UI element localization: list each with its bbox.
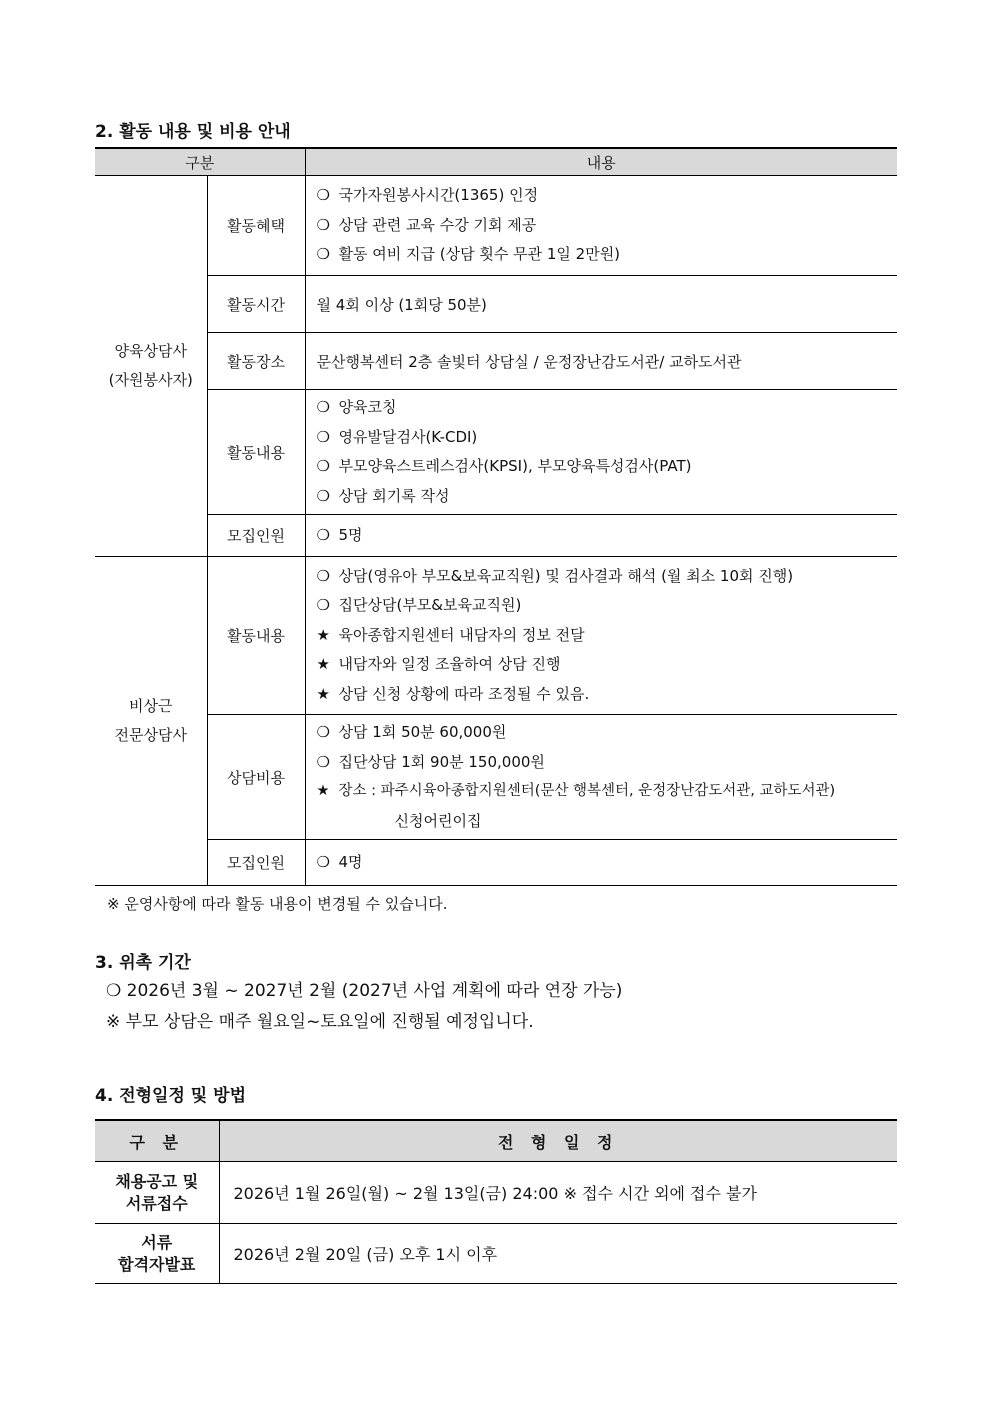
row-content bbox=[305, 515, 897, 557]
row-label: 서류 합격자발표 bbox=[95, 1224, 219, 1284]
section2-title: 2. 활동 내용 및 비용 안내 bbox=[95, 122, 291, 142]
row-value: 2026년 1월 26일(월) ~ 2월 13일(금) 24:00 ※ 접수 시간 외에 접수 불가 bbox=[219, 1162, 897, 1224]
row-content bbox=[305, 715, 897, 840]
section3-title: 3. 위촉 기간 bbox=[95, 953, 191, 973]
row-content bbox=[305, 840, 897, 886]
table-row bbox=[95, 1224, 897, 1284]
row-value: 2026년 2월 20일 (금) 오후 1시 이후 bbox=[219, 1224, 897, 1284]
row-content: 문산행복센터 2층 솔빛터 상담실 / 운정장난감도서관/ 교하도서관 bbox=[305, 333, 897, 390]
table-row bbox=[95, 840, 897, 886]
row-content: 월 4회 이상 (1회당 50분) bbox=[305, 276, 897, 333]
list-item: ❍ 양육코칭 bbox=[316, 398, 397, 416]
table-header-row bbox=[95, 1120, 897, 1162]
term-note: ※ 부모 상담은 매주 월요일~토요일에 진행될 예정입니다. bbox=[106, 1012, 534, 1032]
header-schedule: 전 형 일 정 bbox=[219, 1120, 897, 1162]
table-header-row bbox=[95, 148, 897, 176]
list-item: ❍ 부모양육스트레스검사(KPSI), 부모양육특성검사(PAT) bbox=[316, 457, 692, 475]
table-row bbox=[95, 176, 897, 276]
row-content bbox=[305, 390, 897, 515]
table-row bbox=[95, 715, 897, 840]
list-item: ❍ 집단상담(부모&보육교직원) bbox=[316, 596, 522, 615]
list-item: ❍ 상담 관련 교육 수강 기회 제공 bbox=[316, 215, 537, 234]
list-item: ★ 내담자와 일정 조율하여 상담 진행 bbox=[316, 655, 561, 674]
section4-title: 4. 전형일정 및 방법 bbox=[95, 1086, 246, 1106]
header-category: 구분 bbox=[95, 148, 305, 176]
list-item: ❍ 4명 bbox=[316, 852, 363, 871]
row-label: 채용공고 및 서류접수 bbox=[95, 1162, 219, 1224]
table-row bbox=[95, 390, 897, 515]
header-category: 구 분 bbox=[95, 1120, 219, 1162]
row-content bbox=[305, 176, 897, 276]
row-content bbox=[305, 557, 897, 715]
table-row bbox=[95, 1162, 897, 1224]
table-row bbox=[95, 515, 897, 557]
term-period: ❍ 2026년 3월 ~ 2027년 2월 (2027년 사업 계획에 따라 연장 가능) bbox=[106, 981, 623, 1001]
table-row bbox=[95, 276, 897, 333]
row-label: 모집인원 bbox=[207, 515, 305, 557]
row-label: 활동내용 bbox=[207, 390, 305, 515]
list-item: ❍ 상담(영유아 부모&보육교직원) 및 검사결과 해석 (월 최소 10회 진행) bbox=[316, 566, 794, 585]
list-item: ★ 장소 : 파주시육아종합지원센터(문산 행복센터, 운정장난감도서관, 교하도서관) bbox=[316, 783, 836, 799]
row-label: 활동내용 bbox=[207, 557, 305, 715]
list-item: ❍ 5명 bbox=[316, 525, 363, 544]
row-label: 활동시간 bbox=[207, 276, 305, 333]
row-label: 상담비용 bbox=[207, 715, 305, 840]
list-item: ❍ 상담 1회 50분 60,000원 bbox=[316, 723, 507, 741]
list-item: ❍ 상담 회기록 작성 bbox=[316, 486, 450, 505]
group1-name: 양육상담사 (자원봉사자) bbox=[95, 176, 207, 557]
list-item: ❍ 집단상담 1회 90분 150,000원 bbox=[316, 752, 545, 771]
list-item: ❍ 영유발달검사(K-CDI) bbox=[316, 427, 478, 446]
row-label: 활동장소 bbox=[207, 333, 305, 390]
row-label: 모집인원 bbox=[207, 840, 305, 886]
list-item: ★ 육아종합지원센터 내담자의 정보 전달 bbox=[316, 625, 585, 644]
group2-name: 비상근 전문상담사 bbox=[95, 557, 207, 886]
schedule-table bbox=[95, 1119, 897, 1284]
table-row bbox=[95, 333, 897, 390]
list-item: ❍ 활동 여비 지급 (상담 횟수 무관 1일 2만원) bbox=[316, 245, 621, 264]
activity-table bbox=[95, 147, 897, 886]
operation-note: ※ 운영사항에 따라 활동 내용이 변경될 수 있습니다. bbox=[107, 895, 448, 913]
table-row bbox=[95, 557, 897, 715]
row-label: 활동혜택 bbox=[207, 176, 305, 276]
list-item: ★ 상담 신청 상황에 따라 조정될 수 있음. bbox=[316, 684, 590, 703]
header-content: 내용 bbox=[305, 148, 897, 176]
list-item-continuation: 신청어린이집 bbox=[394, 811, 482, 830]
list-item: ❍ 국가자원봉사시간(1365) 인정 bbox=[316, 186, 539, 205]
